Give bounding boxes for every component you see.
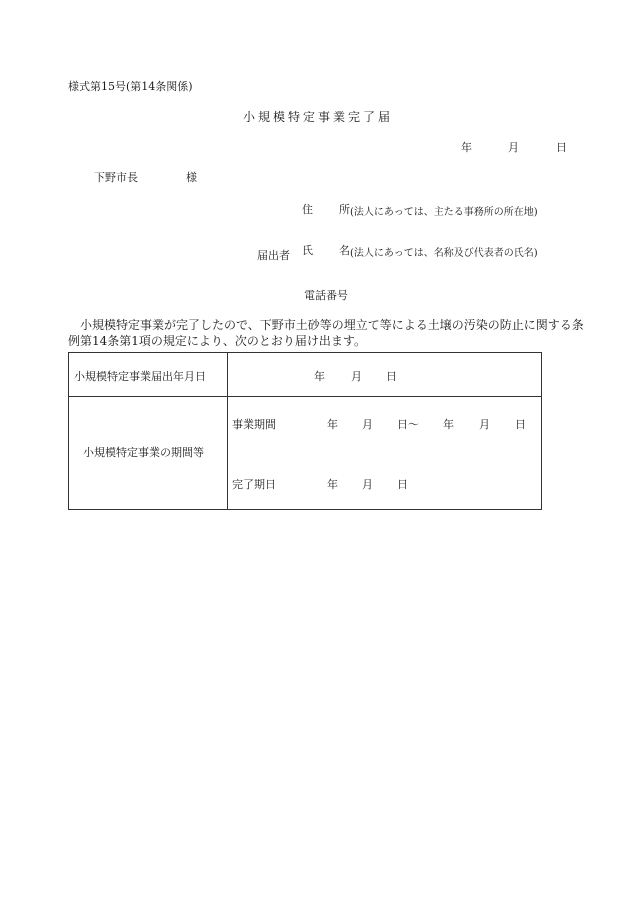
name-note: (法人にあっては、名称及び代表者の氏名) — [350, 248, 538, 259]
address-note: (法人にあっては、主たる事務所の所在地) — [350, 207, 538, 218]
address-label-second-char: 所 — [339, 203, 350, 216]
period-start-month: 月 — [362, 418, 373, 431]
period-end-year: 年 — [443, 418, 454, 431]
completion-day: 日 — [397, 478, 408, 491]
notification-day: 日 — [386, 370, 397, 383]
applicant-label: 届出者 — [257, 249, 290, 262]
period-end-month: 月 — [479, 418, 490, 431]
name-label-first-char: 氏 — [302, 244, 313, 257]
period-start-year: 年 — [327, 418, 338, 431]
addressee-name: 下野市長 — [94, 171, 138, 184]
notification-month: 月 — [351, 370, 362, 383]
project-period-section-label: 小規模特定事業の期間等 — [83, 446, 204, 459]
table-row-divider — [69, 396, 541, 397]
date-month-label: 月 — [508, 141, 519, 154]
date-day-label: 日 — [556, 141, 567, 154]
notification-year: 年 — [314, 370, 325, 383]
table-column-divider — [227, 353, 228, 509]
addressee-honorific: 様 — [186, 171, 197, 184]
completion-year: 年 — [327, 478, 338, 491]
address-label-first-char: 住 — [302, 203, 313, 216]
form-number: 様式第15号(第14条関係) — [68, 80, 193, 93]
document-title: 小規模特定事業完了届 — [243, 110, 394, 124]
completion-date-label: 完了期日 — [232, 478, 276, 491]
body-text: 小規模特定事業が完了したので、下野市土砂等の埋立て等による土壌の汚染の防止に関する条例第14条第1項の規定により、次のとおり届け出ます。 — [68, 318, 584, 348]
period-end-day: 日 — [515, 418, 526, 431]
date-year-label: 年 — [461, 141, 472, 154]
phone-number-label: 電話番号 — [304, 289, 348, 302]
project-period-label: 事業期間 — [232, 418, 276, 431]
notification-date-label: 小規模特定事業届出年月日 — [74, 370, 206, 383]
completion-month: 月 — [362, 478, 373, 491]
period-start-day: 日～ — [397, 418, 419, 431]
name-label-second-char: 名 — [339, 244, 350, 257]
